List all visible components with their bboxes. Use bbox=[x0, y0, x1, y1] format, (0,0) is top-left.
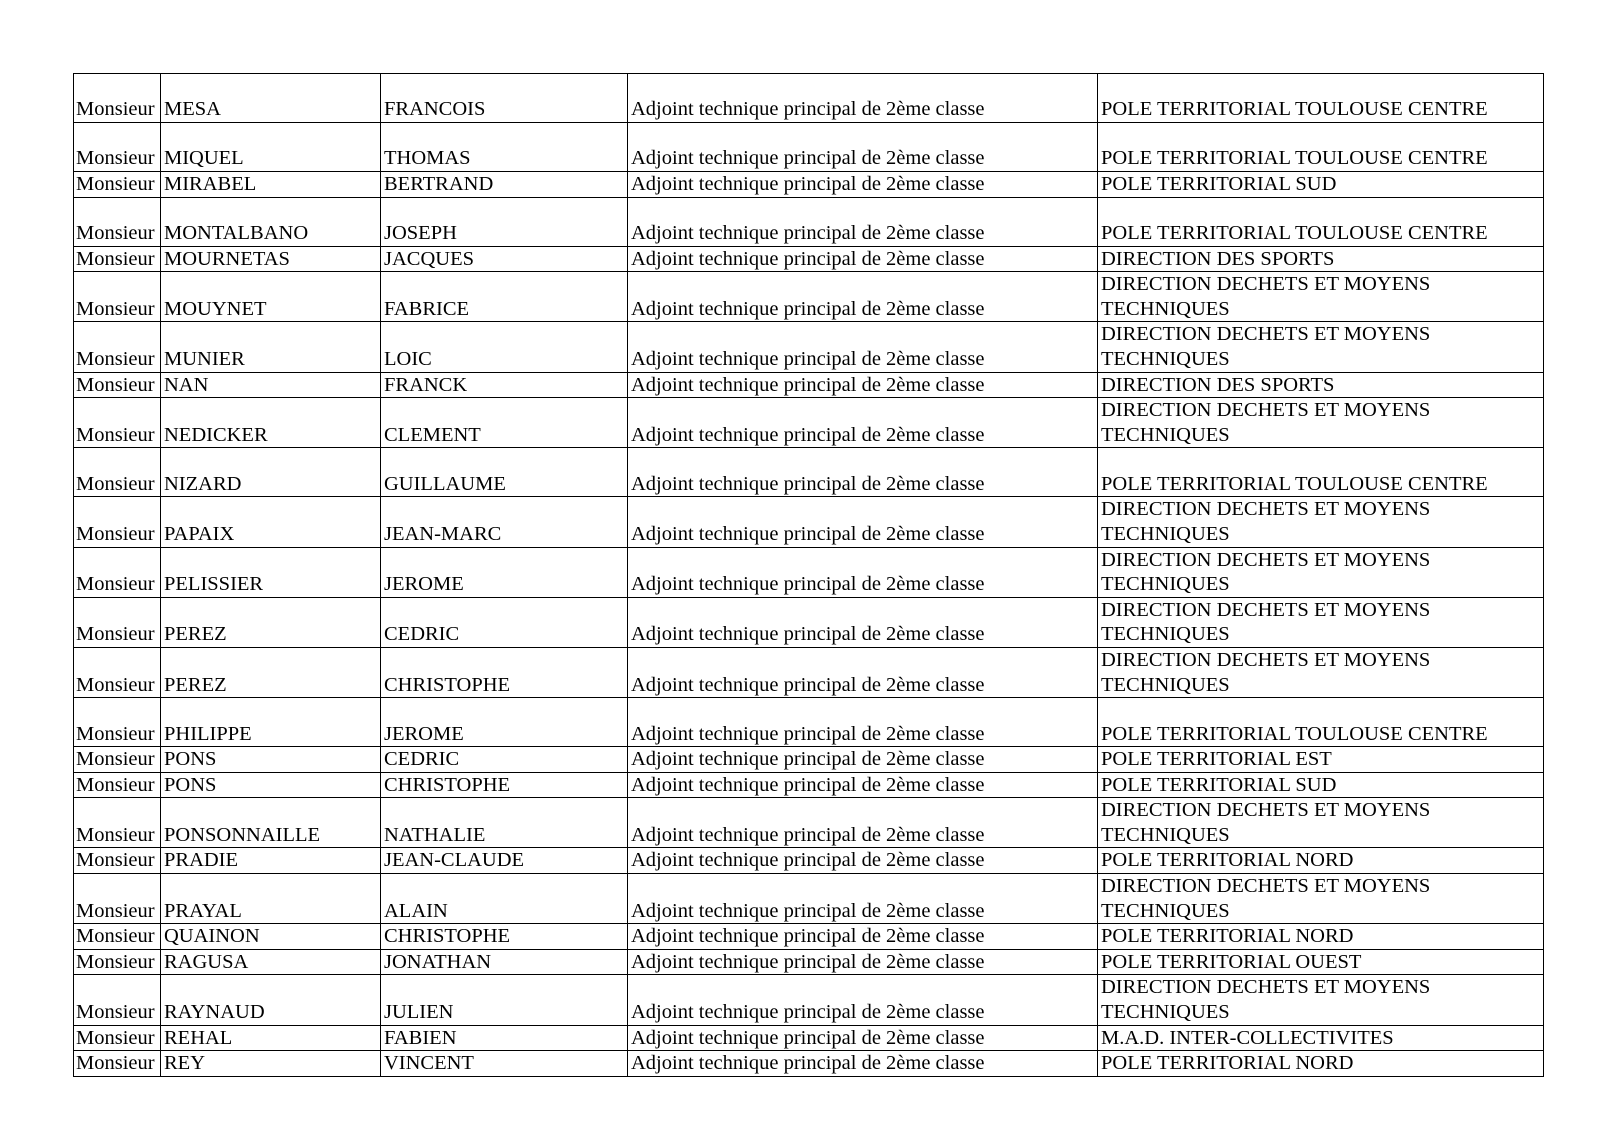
civility-cell: Monsieur bbox=[74, 74, 161, 123]
table-row bbox=[74, 975, 1544, 1025]
grade-cell: Adjoint technique principal de 2ème classe bbox=[628, 123, 1098, 172]
first-name-cell: BERTRAND bbox=[381, 172, 628, 198]
table-row bbox=[74, 74, 1544, 123]
service-cell: POLE TERRITORIAL SUD bbox=[1098, 772, 1544, 798]
table-row bbox=[74, 698, 1544, 747]
last-name-cell: PAPAIX bbox=[161, 497, 381, 547]
service-cell: DIRECTION DES SPORTS bbox=[1098, 372, 1544, 398]
table-row bbox=[74, 322, 1544, 372]
civility-cell: Monsieur bbox=[74, 272, 161, 322]
grade-cell: Adjoint technique principal de 2ème classe bbox=[628, 597, 1098, 647]
last-name-cell: NIZARD bbox=[161, 448, 381, 497]
first-name-cell: JEAN-CLAUDE bbox=[381, 848, 628, 874]
civility-cell: Monsieur bbox=[74, 123, 161, 172]
service-cell: M.A.D. INTER-COLLECTIVITES bbox=[1098, 1025, 1544, 1051]
service-cell: DIRECTION DECHETS ET MOYENS TECHNIQUES bbox=[1098, 975, 1544, 1025]
table-row bbox=[74, 497, 1544, 547]
first-name-cell: JEROME bbox=[381, 698, 628, 747]
service-cell: POLE TERRITORIAL TOULOUSE CENTRE bbox=[1098, 74, 1544, 123]
last-name-cell: PRAYAL bbox=[161, 874, 381, 924]
agent-table-body bbox=[74, 74, 1544, 1077]
service-cell: DIRECTION DECHETS ET MOYENS TECHNIQUES bbox=[1098, 798, 1544, 848]
last-name-cell: REHAL bbox=[161, 1025, 381, 1051]
grade-cell: Adjoint technique principal de 2ème classe bbox=[628, 772, 1098, 798]
grade-cell: Adjoint technique principal de 2ème classe bbox=[628, 949, 1098, 975]
first-name-cell: JEROME bbox=[381, 547, 628, 597]
first-name-cell: GUILLAUME bbox=[381, 448, 628, 497]
civility-cell: Monsieur bbox=[74, 448, 161, 497]
service-cell: DIRECTION DECHETS ET MOYENS TECHNIQUES bbox=[1098, 597, 1544, 647]
service-cell: POLE TERRITORIAL TOULOUSE CENTRE bbox=[1098, 698, 1544, 747]
civility-cell: Monsieur bbox=[74, 246, 161, 272]
first-name-cell: FRANCK bbox=[381, 372, 628, 398]
table-row bbox=[74, 647, 1544, 697]
table-row bbox=[74, 1051, 1544, 1077]
grade-cell: Adjoint technique principal de 2ème classe bbox=[628, 975, 1098, 1025]
civility-cell: Monsieur bbox=[74, 747, 161, 773]
civility-cell: Monsieur bbox=[74, 1051, 161, 1077]
table-row bbox=[74, 172, 1544, 198]
table-row bbox=[74, 246, 1544, 272]
table-row bbox=[74, 123, 1544, 172]
last-name-cell: MOUYNET bbox=[161, 272, 381, 322]
last-name-cell: MONTALBANO bbox=[161, 197, 381, 246]
service-cell: DIRECTION DECHETS ET MOYENS TECHNIQUES bbox=[1098, 547, 1544, 597]
first-name-cell: JEAN-MARC bbox=[381, 497, 628, 547]
last-name-cell: MOURNETAS bbox=[161, 246, 381, 272]
table-row bbox=[74, 949, 1544, 975]
civility-cell: Monsieur bbox=[74, 172, 161, 198]
service-cell: POLE TERRITORIAL TOULOUSE CENTRE bbox=[1098, 448, 1544, 497]
grade-cell: Adjoint technique principal de 2ème classe bbox=[628, 246, 1098, 272]
grade-cell: Adjoint technique principal de 2ème classe bbox=[628, 172, 1098, 198]
agent-table bbox=[73, 73, 1544, 1077]
table-row bbox=[74, 747, 1544, 773]
last-name-cell: MIQUEL bbox=[161, 123, 381, 172]
grade-cell: Adjoint technique principal de 2ème classe bbox=[628, 398, 1098, 448]
first-name-cell: CHRISTOPHE bbox=[381, 772, 628, 798]
last-name-cell: MIRABEL bbox=[161, 172, 381, 198]
civility-cell: Monsieur bbox=[74, 949, 161, 975]
service-cell: DIRECTION DECHETS ET MOYENS TECHNIQUES bbox=[1098, 497, 1544, 547]
civility-cell: Monsieur bbox=[74, 398, 161, 448]
last-name-cell: PONSONNAILLE bbox=[161, 798, 381, 848]
table-row bbox=[74, 597, 1544, 647]
first-name-cell: JACQUES bbox=[381, 246, 628, 272]
civility-cell: Monsieur bbox=[74, 197, 161, 246]
first-name-cell: VINCENT bbox=[381, 1051, 628, 1077]
last-name-cell: NEDICKER bbox=[161, 398, 381, 448]
last-name-cell: MESA bbox=[161, 74, 381, 123]
grade-cell: Adjoint technique principal de 2ème classe bbox=[628, 448, 1098, 497]
service-cell: POLE TERRITORIAL SUD bbox=[1098, 172, 1544, 198]
grade-cell: Adjoint technique principal de 2ème classe bbox=[628, 848, 1098, 874]
first-name-cell: CLEMENT bbox=[381, 398, 628, 448]
table-row bbox=[74, 772, 1544, 798]
civility-cell: Monsieur bbox=[74, 848, 161, 874]
service-cell: DIRECTION DECHETS ET MOYENS TECHNIQUES bbox=[1098, 272, 1544, 322]
first-name-cell: JOSEPH bbox=[381, 197, 628, 246]
grade-cell: Adjoint technique principal de 2ème classe bbox=[628, 647, 1098, 697]
last-name-cell: QUAINON bbox=[161, 924, 381, 950]
table-row bbox=[74, 848, 1544, 874]
first-name-cell: LOIC bbox=[381, 322, 628, 372]
table-row bbox=[74, 1025, 1544, 1051]
civility-cell: Monsieur bbox=[74, 372, 161, 398]
grade-cell: Adjoint technique principal de 2ème classe bbox=[628, 322, 1098, 372]
first-name-cell: CEDRIC bbox=[381, 597, 628, 647]
service-cell: DIRECTION DES SPORTS bbox=[1098, 246, 1544, 272]
civility-cell: Monsieur bbox=[74, 772, 161, 798]
grade-cell: Adjoint technique principal de 2ème classe bbox=[628, 272, 1098, 322]
last-name-cell: NAN bbox=[161, 372, 381, 398]
first-name-cell: CEDRIC bbox=[381, 747, 628, 773]
service-cell: POLE TERRITORIAL NORD bbox=[1098, 924, 1544, 950]
grade-cell: Adjoint technique principal de 2ème classe bbox=[628, 547, 1098, 597]
grade-cell: Adjoint technique principal de 2ème classe bbox=[628, 1025, 1098, 1051]
grade-cell: Adjoint technique principal de 2ème classe bbox=[628, 74, 1098, 123]
civility-cell: Monsieur bbox=[74, 597, 161, 647]
civility-cell: Monsieur bbox=[74, 698, 161, 747]
first-name-cell: ALAIN bbox=[381, 874, 628, 924]
service-cell: POLE TERRITORIAL NORD bbox=[1098, 1051, 1544, 1077]
civility-cell: Monsieur bbox=[74, 547, 161, 597]
first-name-cell: CHRISTOPHE bbox=[381, 647, 628, 697]
first-name-cell: NATHALIE bbox=[381, 798, 628, 848]
last-name-cell: PONS bbox=[161, 747, 381, 773]
service-cell: DIRECTION DECHETS ET MOYENS TECHNIQUES bbox=[1098, 874, 1544, 924]
table-row bbox=[74, 547, 1544, 597]
last-name-cell: PEREZ bbox=[161, 647, 381, 697]
last-name-cell: REY bbox=[161, 1051, 381, 1077]
grade-cell: Adjoint technique principal de 2ème classe bbox=[628, 372, 1098, 398]
service-cell: POLE TERRITORIAL TOULOUSE CENTRE bbox=[1098, 197, 1544, 246]
first-name-cell: CHRISTOPHE bbox=[381, 924, 628, 950]
service-cell: POLE TERRITORIAL NORD bbox=[1098, 848, 1544, 874]
last-name-cell: PONS bbox=[161, 772, 381, 798]
grade-cell: Adjoint technique principal de 2ème classe bbox=[628, 497, 1098, 547]
table-row bbox=[74, 197, 1544, 246]
last-name-cell: PRADIE bbox=[161, 848, 381, 874]
table-row bbox=[74, 448, 1544, 497]
service-cell: POLE TERRITORIAL OUEST bbox=[1098, 949, 1544, 975]
civility-cell: Monsieur bbox=[74, 874, 161, 924]
table-row bbox=[74, 372, 1544, 398]
civility-cell: Monsieur bbox=[74, 975, 161, 1025]
grade-cell: Adjoint technique principal de 2ème classe bbox=[628, 747, 1098, 773]
last-name-cell: PHILIPPE bbox=[161, 698, 381, 747]
grade-cell: Adjoint technique principal de 2ème classe bbox=[628, 874, 1098, 924]
grade-cell: Adjoint technique principal de 2ème classe bbox=[628, 197, 1098, 246]
last-name-cell: PELISSIER bbox=[161, 547, 381, 597]
civility-cell: Monsieur bbox=[74, 924, 161, 950]
table-row bbox=[74, 874, 1544, 924]
service-cell: DIRECTION DECHETS ET MOYENS TECHNIQUES bbox=[1098, 398, 1544, 448]
table-row bbox=[74, 398, 1544, 448]
civility-cell: Monsieur bbox=[74, 497, 161, 547]
last-name-cell: MUNIER bbox=[161, 322, 381, 372]
grade-cell: Adjoint technique principal de 2ème classe bbox=[628, 698, 1098, 747]
service-cell: POLE TERRITORIAL TOULOUSE CENTRE bbox=[1098, 123, 1544, 172]
table-row bbox=[74, 798, 1544, 848]
table-row bbox=[74, 924, 1544, 950]
civility-cell: Monsieur bbox=[74, 647, 161, 697]
service-cell: POLE TERRITORIAL EST bbox=[1098, 747, 1544, 773]
first-name-cell: FABRICE bbox=[381, 272, 628, 322]
first-name-cell: THOMAS bbox=[381, 123, 628, 172]
civility-cell: Monsieur bbox=[74, 322, 161, 372]
service-cell: DIRECTION DECHETS ET MOYENS TECHNIQUES bbox=[1098, 647, 1544, 697]
last-name-cell: PEREZ bbox=[161, 597, 381, 647]
grade-cell: Adjoint technique principal de 2ème classe bbox=[628, 798, 1098, 848]
last-name-cell: RAYNAUD bbox=[161, 975, 381, 1025]
civility-cell: Monsieur bbox=[74, 1025, 161, 1051]
first-name-cell: FRANCOIS bbox=[381, 74, 628, 123]
table-row bbox=[74, 272, 1544, 322]
first-name-cell: JULIEN bbox=[381, 975, 628, 1025]
last-name-cell: RAGUSA bbox=[161, 949, 381, 975]
first-name-cell: JONATHAN bbox=[381, 949, 628, 975]
service-cell: DIRECTION DECHETS ET MOYENS TECHNIQUES bbox=[1098, 322, 1544, 372]
grade-cell: Adjoint technique principal de 2ème classe bbox=[628, 924, 1098, 950]
first-name-cell: FABIEN bbox=[381, 1025, 628, 1051]
civility-cell: Monsieur bbox=[74, 798, 161, 848]
grade-cell: Adjoint technique principal de 2ème classe bbox=[628, 1051, 1098, 1077]
